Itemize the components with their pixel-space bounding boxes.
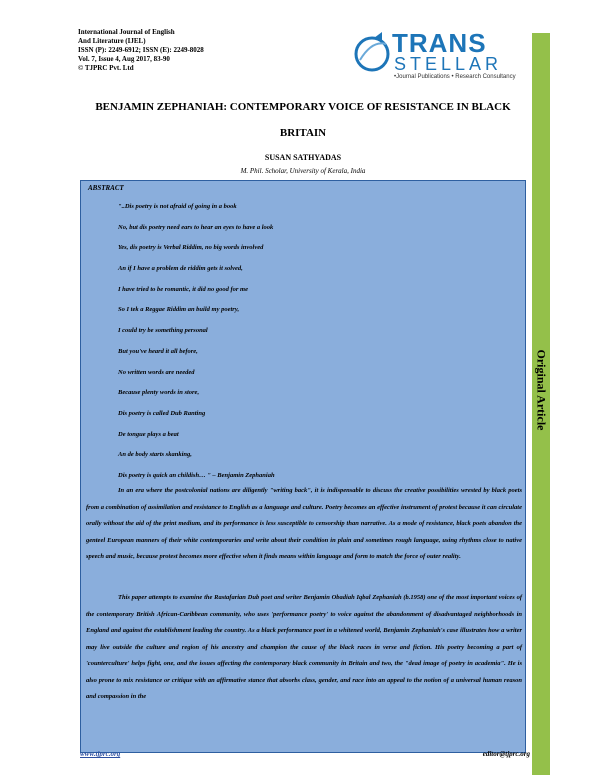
poem-line: So I tek a Reggae Riddim an build my poetry, bbox=[118, 306, 240, 314]
journal-line: International Journal of English bbox=[78, 28, 175, 36]
poem-line: De tongue plays a beat bbox=[118, 430, 179, 438]
side-label-text: Original Article bbox=[534, 349, 549, 431]
abstract-paragraph-2: This paper attempts to examine the Rastafarian Dub poet and writer Benjamin Obadiah Iqbal Zephaniah (b.1958) one of the most important voices of the contemporary British African-Caribbean community, who uses 'performance poetry' to voice against the abandonment of disadvantaged neighborhoods in England and against the establishment leading the country. As a black performance poet in a whitened world, Benjamin Zephaniah's case illustrates how a writer may live outside the culture and region of his ancestry and champion the cause of the black races in verse and fiction. His poetry becoming a part of 'counterculture' helps fight, one, and the issues affecting the contemporary black community in Britain and two, the "dead image of poetry in academia". He is also prone to mix resistance or critique with an affirmative stance that absorbs class, gender, and race into an appeal to the notion of a universal human reason and compassion in the bbox=[86, 594, 522, 700]
logo-text-stellar: STELLAR bbox=[394, 54, 503, 74]
abstract-box bbox=[80, 180, 526, 753]
logo-tagline: •Journal Publications • Research Consultancy bbox=[394, 74, 516, 80]
poem-line: No written words are needed bbox=[118, 368, 195, 376]
journal-line: And Literature (IJEL) bbox=[78, 37, 146, 45]
poem-line: Yes, dis poetry is Verbal Riddim, no big words involved bbox=[118, 244, 264, 252]
article-title-line1: BENJAMIN ZEPHANIAH: CONTEMPORARY VOICE OF RESISTANCE IN BLACK bbox=[95, 101, 511, 113]
poem-line: But you've heard it all before, bbox=[118, 347, 198, 355]
poem-line: I have tried to be romantic, it did no good for me bbox=[118, 285, 248, 293]
poem-line: An de body starts skanking, bbox=[118, 451, 192, 459]
poem-line: An if I have a problem de riddim gets it solved, bbox=[118, 265, 243, 273]
poem-line: "..Dis poetry is not afraid of going in a book bbox=[118, 203, 237, 210]
abstract-paragraph-1: In an era where the postcolonial nations are diligently "writing back", it is indispensable to discuss the creative possibilities wrested by black poets from a combination of assimilation and resistance to English as a language and culture. Poetry becomes an effective instrument of protest because it can circulate orally without the aid of the print medium, and its performance is less susceptible to censorship than narrative. As a mode of resistance, black poets abandon the genteel European manners of their white contemporaries and write about their condition in plain and sometimes rough language, using rhythms close to native speech and music, because protest becomes more effective when it finds means within language and form to match the force of outer reality. bbox=[86, 487, 522, 560]
journal-line: Vol. 7, Issue 4, Aug 2017, 83-90 bbox=[78, 55, 170, 63]
logo-globe-icon bbox=[352, 30, 392, 80]
footer-website-link[interactable]: www.tjprc.org bbox=[80, 750, 121, 758]
epigraph-poem bbox=[118, 203, 518, 493]
poem-line: No, but dis poetry need ears to hear an eyes to have a look bbox=[118, 223, 274, 231]
author-affiliation: M. Phil. Scholar, University of Kerala, India bbox=[240, 167, 366, 175]
transstellar-logo bbox=[352, 30, 522, 85]
side-label bbox=[533, 330, 549, 450]
logo-text-trans: TRANS bbox=[392, 28, 487, 58]
poem-line: Dis poetry is quick an childish… " – Benjamin Zephaniah bbox=[118, 471, 275, 479]
abstract-heading: ABSTRACT bbox=[88, 184, 124, 192]
footer-email: editor@tjprc.org bbox=[482, 750, 530, 758]
poem-line: Dis poetry is called Dub Ranting bbox=[118, 409, 206, 417]
journal-info bbox=[78, 28, 204, 73]
poem-line: I could try be something personal bbox=[118, 327, 208, 335]
journal-line: © TJPRC Pvt. Ltd bbox=[78, 64, 134, 72]
journal-line: ISSN (P): 2249-6912; ISSN (E): 2249-8028 bbox=[78, 46, 204, 54]
author-name: SUSAN SATHYADAS bbox=[264, 153, 342, 162]
poem-line: Because plenty words in store, bbox=[118, 389, 200, 397]
article-title-line2: BRITAIN bbox=[279, 127, 327, 139]
